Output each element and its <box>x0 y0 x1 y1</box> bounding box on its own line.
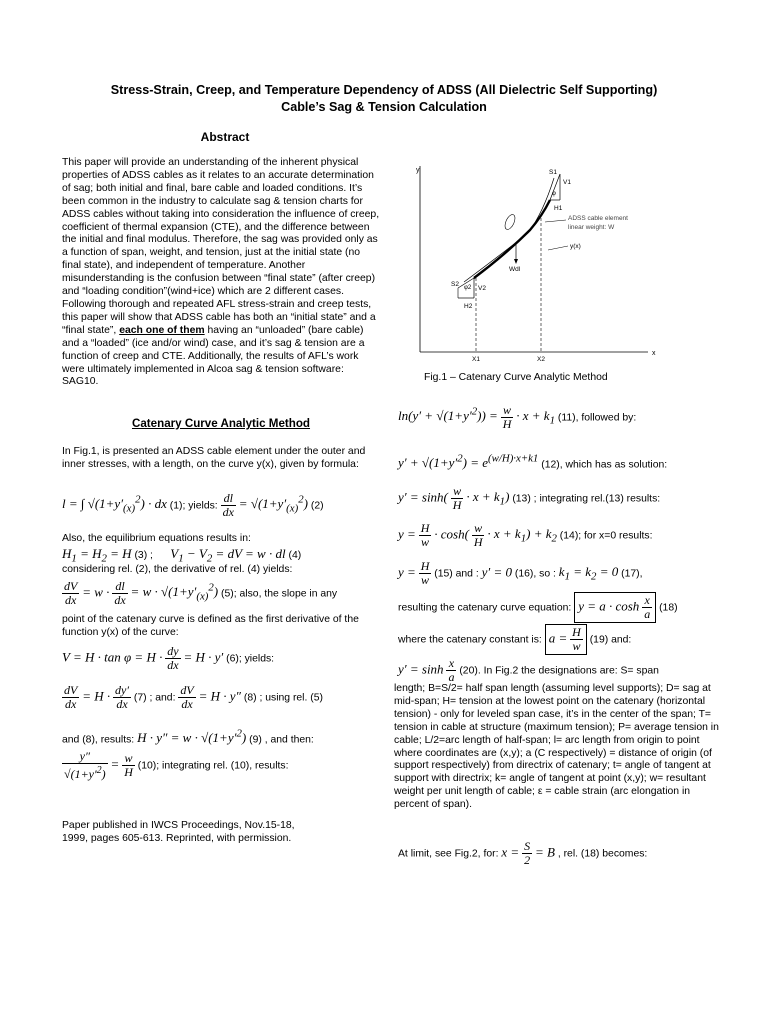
element-label-2: linear weight: W <box>568 224 615 231</box>
at-limit-line: At limit, see Fig.2, for: x = $\frac{S}{2}$ = B , rel. (18) becomes: <box>398 839 648 867</box>
equation-3-4: $H_1 = H_2 = H$ (3) ; $V_1 - V_2$ = dV = w · dl (4) <box>62 546 302 565</box>
eq2-label: (2) <box>310 500 324 512</box>
equation-18: resulting the catenary curve equation: y = a · cosh $\frac{x}{a}$ (18) <box>398 593 678 621</box>
section-intro: In Fig.1, is presented an ADSS cable element under the outer and inner stresses, with a length, on the curve y(x), given by formula: <box>62 446 366 470</box>
s2-label: S2 <box>451 281 459 288</box>
abstract-body <box>62 157 380 389</box>
constant-text: where the catenary constant is: <box>398 634 542 646</box>
eq5-label: (5); also, the slope in any <box>221 588 338 600</box>
dl-ellipse <box>503 213 517 231</box>
equation-11: $\ln(y' + √(1+y'^2))$ = $\frac{w}{H}$ · $x + k_1$ (11), followed by: <box>398 403 637 431</box>
equation-7-8: $\frac{dV}{dx}$ = H · $\frac{dy'}{dx}$ (7) ; and: $\frac{dV}{dx}$ = H · y″ (8) ; using rel. (5) <box>64 683 323 711</box>
v2-label: V2 <box>478 285 486 292</box>
x2-label: X2 <box>537 356 545 363</box>
eq12-label: (12), which has as solution: <box>541 459 668 471</box>
x1-label: X1 <box>472 356 480 363</box>
eq1-label: (1); yields: <box>169 500 218 512</box>
weight-arrowhead <box>514 259 518 264</box>
slope-text: point of the catenary curve is defined as the first derivative of the function y(x) of the curve: <box>62 614 359 638</box>
abstract-emphasis: each one of them <box>119 324 205 336</box>
paper-title <box>60 82 708 116</box>
eq13-label: (13) ; integrating rel.(13) results: <box>512 493 661 505</box>
phi-label: φ <box>552 191 556 197</box>
eq15-label: (15) and : <box>434 568 479 580</box>
x-axis-label: x <box>652 350 656 357</box>
title-line-1: Stress-Strain, Creep, and Temperature Dependency of ADSS (All Dielectric Self Supporting) <box>110 83 658 97</box>
abstract-heading: Abstract <box>200 130 250 144</box>
element-leader <box>545 220 566 222</box>
equation-9: and (8), results: $H \cdot y'' = w \cdot √(1+y'^2)$ (9) , and then: <box>62 728 314 746</box>
catenary-text: resulting the catenary curve equation: <box>398 602 572 614</box>
equation-14: y = $\frac{H}{w}$ · cosh( $\frac{w}{H}$ · $x + k_1) + k_2$ (14); for x=0 results: <box>398 521 653 549</box>
eq20-label: (20). In Fig.2 the designations are: S= span <box>459 665 659 677</box>
at-limit-end: , rel. (18) becomes: <box>557 848 648 860</box>
and8-text: and (8), results: <box>62 734 135 746</box>
eq9-label: (9) , and then: <box>249 734 314 746</box>
title-line-2: Cable’s Sag & Tension Calculation <box>281 100 487 114</box>
v1-label: V1 <box>563 179 571 186</box>
eq18-label: (18) <box>659 602 678 614</box>
y-axis-label: y <box>416 167 420 174</box>
equation-1-2: l = ∫ $√(1+y'_{(x)}^2)$ · dx (1); yields: $\frac{dl}{dx}$ = $√(1+y'_{(x)}^2)$ (2) <box>62 491 324 519</box>
equation-10: $\frac{y''}{√(1+y'^2)}$ = $\frac{w}{H}$ (10); integrating rel. (10), results: <box>64 749 289 781</box>
eq19-label: (19) and: <box>589 634 632 646</box>
considering-text: considering rel. (2), the derivative of rel. (4) yields: <box>62 564 293 575</box>
footnote: Paper published in IWCS Proceedings, Nov.15-18, 1999, pages 605-613. Reprinted, with permission. <box>62 820 295 844</box>
h2-label: H2 <box>464 303 473 310</box>
eq14-label: (14); for x=0 results: <box>559 530 653 542</box>
eq4-label: (4) <box>288 550 302 561</box>
equation-13: y′ = sinh( $\frac{w}{H}$ · $x + k_1$) (13) ; integrating rel.(13) results: <box>398 484 661 512</box>
h1-label: H1 <box>554 205 563 212</box>
equation-15-17: y = $\frac{H}{w}$ (15) and : y′ = 0 (16), so : $k_1 = k_2 = 0$ (17), <box>398 559 643 587</box>
eq11-label: (11), followed by: <box>557 412 637 424</box>
eq3-label: (3) ; <box>134 550 153 561</box>
wdl-label: Wdl <box>509 266 521 273</box>
eq17-label: (17), <box>621 568 643 580</box>
catenary-figure <box>408 158 668 364</box>
yx-label: y(x) <box>570 243 581 250</box>
equation-20: y′ = sinh $\frac{x}{a}$ (20). In Fig.2 the designations are: S= span <box>398 656 659 684</box>
figure-caption: Fig.1 – Catenary Curve Analytic Method <box>424 372 608 383</box>
eq6-label: (6); yields: <box>226 653 275 665</box>
eq8-label: (8) ; using rel. (5) <box>243 692 323 704</box>
designations-text: length; B=S/2= half span length (assuming level supports); D= sag at mid-span; H= tension at the lowest point on the catenary (horizontal tension) - only for leveled span case, it’s in the center of the span; T= tension in cable at structure (maximum tension); P= average tension in cable; L/2=arc length of half-span; l= arc length from origin to point where coordinates are (x,y); a (C respectively) = distance of origin (of support respectively) from directrix of catenary; t= angle of tangent at support with directrix; k= angle of tangent at point (x,y); w= resultant weight per unit length of cable; ε = cable strain (arc elongation in percent of span). <box>394 683 719 811</box>
equilibrium-text: Also, the equilibrium equations results in: <box>62 533 251 544</box>
equation-6: V = H · tan φ = H · $\frac{dy}{dx}$ = H · y′ (6); yields: <box>62 644 275 672</box>
abstract-text-before: This paper will provide an understanding of the inherent physical properties of ADSS cables as it relates to an accurate determination of sag; both initial and final, bare cable and loaded conditions. It’s been common in the industry to calculate sag & tension charts for ADSS cables without taking into consideration the influence of creep, coefficient of thermal expansion (CTE), and the difference between the initial and final modulus. Therefore, the sag was provided only as a function of span, weight, and tension, just at the initial state (no final state), and independent of temperature. Another misunderstanding is the confusion between “final state” (after creep) and “loading condition”(wind+ice) which are 2 different cases. Following thorough and repeated AFL stress-strain and creep tests, this paper will show that ADSS cable has both an “initial state” and a “final state”, <box>62 157 380 336</box>
section-heading: Catenary Curve Analytic Method <box>131 417 311 430</box>
equation-19: where the catenary constant is: a = $\frac{H}{w}$ (19) and: <box>398 625 632 653</box>
eq7-label: (7) ; and: <box>133 692 176 704</box>
s1-label: S1 <box>549 169 557 176</box>
phi2-label: φ2 <box>464 285 472 291</box>
abstract-text-after: having an “unloaded” (bare cable) and a “loaded” (ice and/or wind) case, and it’s sag & tension are a function of creep and CTE. Additionally, the results of AFL’s work were ultimately implemented in Alcoa sag & tension software: SAG10. <box>62 324 365 388</box>
element-label-1: ADSS cable element <box>568 215 628 222</box>
equation-12: $y' + √(1+y'^2) = e^{(w/H)\cdot x+k1}$ (12), which has as solution: <box>398 453 668 471</box>
equation-5: $\frac{dV}{dx}$ = w · $\frac{dl}{dx}$ = $w \cdot √(1+y'_{(x)}^2)$ (5); also, the slope in any <box>64 579 338 607</box>
eq16-label: (16), so : <box>514 568 556 580</box>
eq10-label: (10); integrating rel. (10), results: <box>137 760 289 772</box>
yx-leader <box>548 246 568 250</box>
at-limit-text: At limit, see Fig.2, for: <box>398 848 499 860</box>
